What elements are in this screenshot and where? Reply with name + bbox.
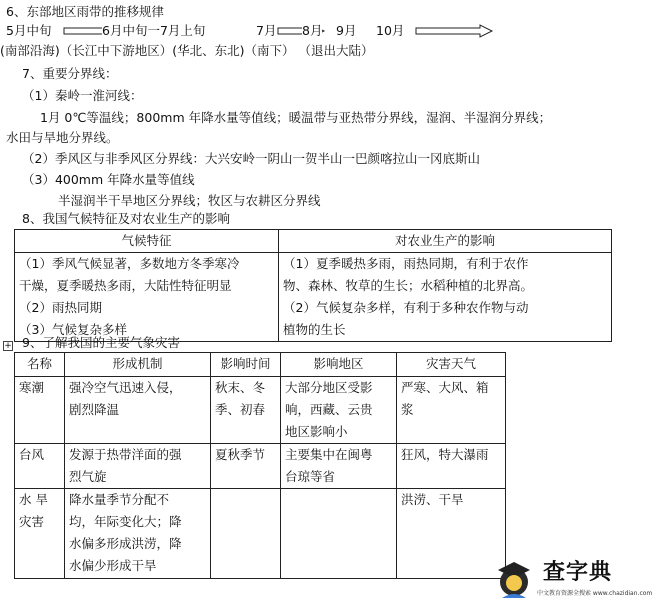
mechanism-line: 强冷空气迅速入侵， <box>69 380 182 395</box>
mechanism-line: 剧烈降温 <box>69 402 120 417</box>
timeline-may: 5月中旬 <box>6 23 52 38</box>
col-mechanism-header: 形成机制 <box>65 353 211 377</box>
col-time-header: 影响时间 <box>211 353 281 377</box>
section-7-title: 7、重要分界线： <box>22 66 118 81</box>
weather-line: 狂风，特大瀑雨 <box>401 447 489 462</box>
climate-feature-line: （3）气候复杂多样 <box>19 322 127 337</box>
boundary-qinling: （1）秦岭一淮河线： <box>22 88 143 103</box>
table-row <box>15 377 506 444</box>
col-name-header: 名称 <box>15 353 65 377</box>
area-line: 地区影响小 <box>285 424 348 439</box>
boundary-400mm: （3）400mm 年降水量等值线 <box>22 172 195 187</box>
mechanism-line: 水偏多形成洪涝，降 <box>69 536 182 551</box>
col-weather-header: 灾害天气 <box>397 353 506 377</box>
empty-cell <box>281 489 397 579</box>
mechanism-line: 发源于热带洋面的强 <box>69 447 182 462</box>
boundary-qinling-detail: 1月 0℃等温线；800mm 年降水量等值线；暖温带与亚热带分界线，湿润、半湿润分界线； <box>40 110 552 125</box>
boundary-monsoon: （2）季风区与非季风区分界线：大兴安岭一阴山一贺半山一巴颜喀拉山一冈底斯山 <box>22 151 480 166</box>
mechanism-line: 降水量季节分配不 <box>69 492 170 507</box>
timeline-june-july: 6月中旬一7月上旬 <box>102 23 206 38</box>
timeline-july: 7月 <box>256 23 277 38</box>
impact-line: （2）气候复杂多样，有利于多种农作物与动 <box>283 300 529 315</box>
mechanism-line: 水偏少形成干旱 <box>69 558 157 573</box>
empty-cell <box>211 489 281 579</box>
area-line: 大部分地区受影 <box>285 380 373 395</box>
agriculture-impact-cell <box>279 253 612 342</box>
mechanism-line: 均，年际变化大；降 <box>69 514 182 529</box>
col-area-header: 影响地区 <box>281 353 397 377</box>
section-6-title: 6、东部地区雨带的推移规律 <box>6 4 164 19</box>
timeline-october: 10月 <box>376 23 405 38</box>
mechanism-line: 烈气旋 <box>69 469 107 484</box>
climate-header: 气候特征 <box>15 230 279 253</box>
impact-line: 植物的生长 <box>283 322 346 337</box>
weather-line: 洪涝、干旱 <box>401 492 464 507</box>
weather-line: 浆 <box>401 402 414 417</box>
disaster-table <box>14 352 506 579</box>
climate-feature-line: 干燥，夏季暖热多雨，大陆性特征明显 <box>19 278 232 293</box>
climate-features-cell <box>15 253 279 342</box>
time-line: 季、初春 <box>215 402 266 417</box>
section-8-title: 8、我国气候特征及对农业生产的影响 <box>22 211 230 226</box>
impact-line: 物、森林、牧草的生长；水稻种植的北界高。 <box>283 278 534 293</box>
area-line: 主要集中在闽粤 <box>285 447 373 462</box>
timeline-september: 9月 <box>336 23 357 38</box>
table-row <box>15 489 506 579</box>
impact-line: （1）夏季暖热多雨，雨热同期，有利于农作 <box>283 256 529 271</box>
disaster-name: 台风 <box>19 447 45 462</box>
time-line: 夏秋季节 <box>215 447 266 462</box>
rainbelt-timeline <box>6 22 506 42</box>
timeline-regions: (南部沿海)（长江中下游地区）(华北、东北)（南下） （退出大陆） <box>0 43 374 58</box>
arrow-icon <box>416 25 492 37</box>
logo-subtitle: 中文教育资源全搜索 www.chazidian.com <box>537 590 652 597</box>
section-9-title: 9、了解我国的主要气象灾害 <box>22 335 180 350</box>
logo-name: 查字典 <box>543 560 613 585</box>
climate-feature-line: （2）雨热同期 <box>19 300 102 315</box>
disaster-name: 寒潮 <box>19 380 45 395</box>
table-row <box>15 444 506 489</box>
agriculture-header: 对农业生产的影响 <box>279 230 612 253</box>
boundary-qinling-detail-2: 水田与旱地分界线。 <box>6 130 119 145</box>
disaster-name: 水 旱 <box>19 492 48 507</box>
climate-feature-line: （1）季风气候显著，多数地方冬季寒冷 <box>19 256 240 271</box>
area-line: 台琼等省 <box>285 469 336 484</box>
area-line: 响，西藏、云贵 <box>285 402 373 417</box>
timeline-august: 8月 <box>302 23 323 38</box>
boundary-400mm-detail: 半湿润半干旱地区分界线；牧区与农耕区分界线 <box>58 193 321 208</box>
disaster-name: 灾害 <box>19 514 45 529</box>
table-move-handle-icon[interactable]: + <box>4 341 12 351</box>
weather-line: 严寒、大风、箱 <box>401 380 489 395</box>
time-line: 秋末、冬 <box>215 380 266 395</box>
climate-table <box>14 229 612 342</box>
